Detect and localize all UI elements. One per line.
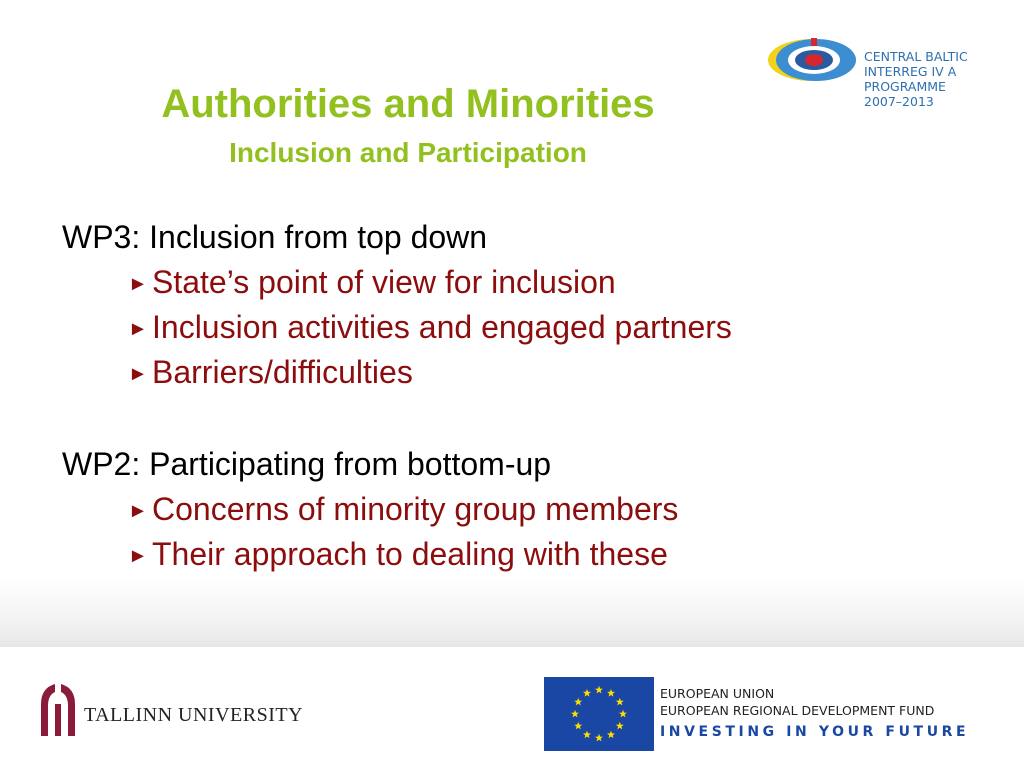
eu-star-icon (607, 731, 615, 739)
programme-line-2: INTERREG IV A (864, 64, 957, 79)
bullet-arrow-icon: ► (128, 500, 148, 522)
programme-line-1: CENTRAL BALTIC (864, 49, 968, 64)
section-heading-wp2: WP2: Participating from bottom-up (62, 446, 552, 482)
central-baltic-emblem-icon (766, 34, 862, 114)
slide-subtitle: Inclusion and Participation (229, 137, 587, 168)
eu-star-icon (595, 734, 603, 742)
eu-fund-name: EUROPEAN REGIONAL DEVELOPMENT FUND (660, 703, 935, 718)
eu-flag-icon (544, 677, 654, 751)
bullet-text: Concerns of minority group members (152, 491, 679, 527)
bullet-arrow-icon: ► (128, 545, 148, 567)
eu-star-icon (619, 710, 627, 718)
bullet-text: State’s point of view for inclusion (152, 264, 616, 300)
eu-star-icon (595, 686, 603, 694)
eu-star-icon (607, 689, 615, 697)
bullet-item (128, 535, 668, 575)
eu-star-icon (616, 698, 624, 706)
eu-slogan: INVESTING IN YOUR FUTURE (660, 724, 970, 740)
university-name: TALLINN UNIVERSITY (84, 704, 304, 726)
bullet-arrow-icon: ► (128, 318, 148, 340)
eu-star-icon (574, 722, 582, 730)
eu-star-icon (583, 689, 591, 697)
eu-star-icon (571, 710, 579, 718)
slide-title: Authorities and Minorities (161, 82, 655, 126)
footer-fade (0, 575, 1024, 647)
tallinn-university-logo (38, 682, 338, 738)
bullet-arrow-icon: ► (128, 273, 148, 295)
programme-line-4: 2007–2013 (864, 94, 934, 109)
bullet-item (128, 490, 678, 530)
bullet-text: Their approach to dealing with these (152, 536, 668, 572)
eu-regional-fund-logo (544, 677, 970, 751)
section-heading-wp3: WP3: Inclusion from top down (62, 219, 488, 255)
bullet-item (128, 353, 413, 393)
tallinn-university-emblem-icon (38, 682, 78, 738)
bullet-text: Inclusion activities and engaged partners (152, 309, 732, 345)
programme-line-3: PROGRAMME (864, 79, 946, 94)
bullet-item (128, 263, 616, 303)
eu-star-icon (574, 698, 582, 706)
central-baltic-programme-logo (766, 34, 1006, 114)
eu-star-icon (616, 722, 624, 730)
bullet-text: Barriers/difficulties (152, 354, 413, 390)
eu-star-icon (583, 731, 591, 739)
bullet-arrow-icon: ► (128, 363, 148, 385)
bullet-item (128, 308, 732, 348)
eu-name: EUROPEAN UNION (660, 686, 775, 701)
